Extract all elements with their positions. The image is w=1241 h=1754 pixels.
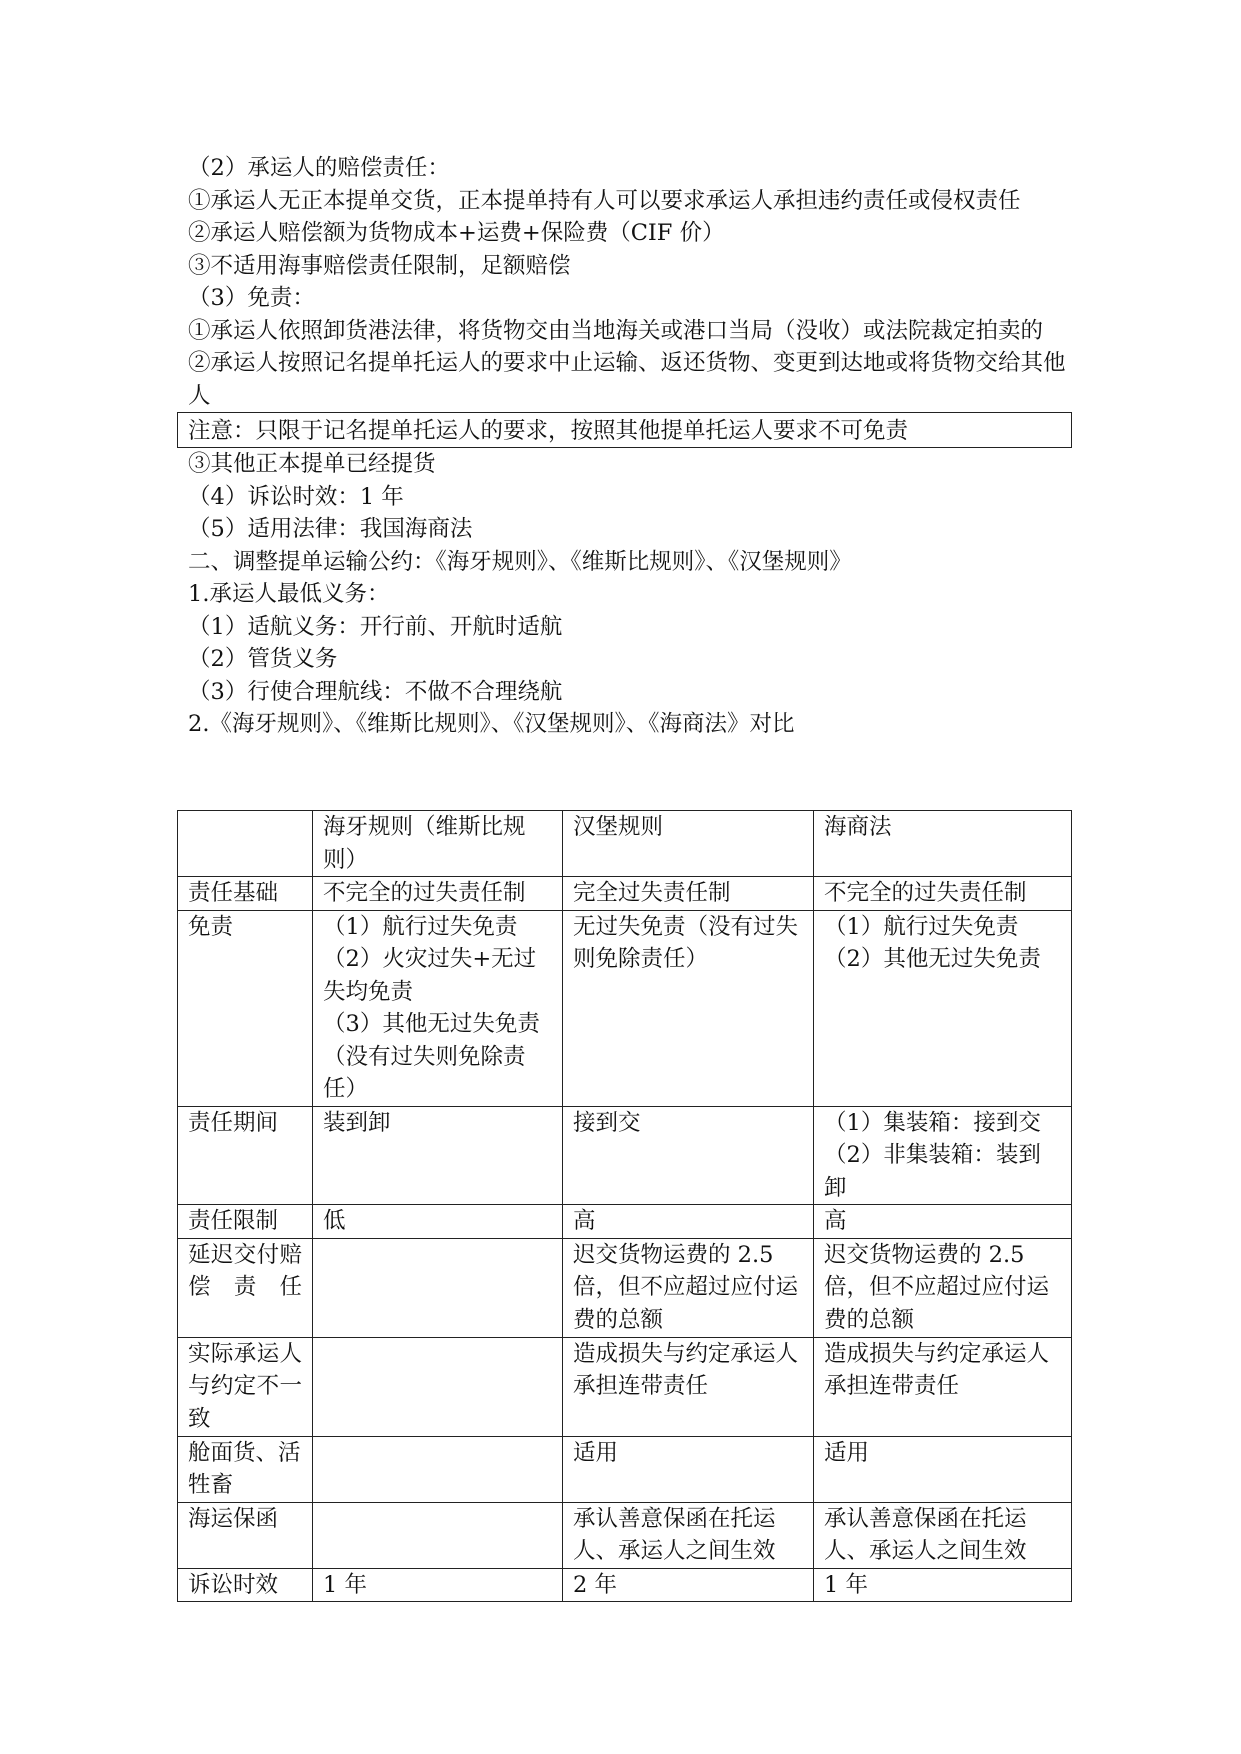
table-cell: 承认善意保函在托运人、承运人之间生效 — [563, 1502, 814, 1568]
table-row — [178, 1502, 1072, 1568]
row-label: 舱面货、活牲畜 — [178, 1436, 313, 1502]
table-cell — [313, 1502, 563, 1568]
table-cell: （1）航行过失免责 （2）火灾过失+无过失均免责 （3）其他无过失免责（没有过失则免除责任） — [313, 910, 563, 1106]
table-row — [178, 910, 1072, 1106]
paragraph: ③其他正本提单已经提货 — [188, 451, 436, 477]
table-cell: 装到卸 — [313, 1106, 563, 1205]
table-cell — [313, 1337, 563, 1436]
table-cell: 迟交货物运费的 2.5 倍，但不应超过应付运费的总额 — [563, 1238, 814, 1337]
paragraph: （2）管货义务 — [188, 646, 338, 672]
table-row — [178, 1337, 1072, 1436]
row-label: 实际承运人与约定不一致 — [178, 1337, 313, 1436]
table-cell: 1 年 — [814, 1568, 1072, 1602]
paragraph: （3）免责： — [188, 285, 315, 311]
row-label: 责任基础 — [178, 877, 313, 911]
table-cell: 适用 — [563, 1436, 814, 1502]
table-cell: 不完全的过失责任制 — [814, 877, 1072, 911]
paragraph: （4）诉讼时效：1 年 — [188, 483, 404, 510]
table-cell — [313, 1238, 563, 1337]
paragraph: ③不适用海事赔偿责任限制，足额赔偿 — [188, 252, 571, 279]
row-label: 免责 — [178, 910, 313, 1106]
table-cell: 造成损失与约定承运人承担连带责任 — [814, 1337, 1072, 1436]
table-row — [178, 1568, 1072, 1602]
table-cell: 不完全的过失责任制 — [313, 877, 563, 911]
table-header-cell — [178, 811, 313, 877]
row-label: 责任期间 — [178, 1106, 313, 1205]
table-header-cell: 海商法 — [814, 811, 1072, 877]
table-cell: 完全过失责任制 — [563, 877, 814, 911]
table-cell: 高 — [563, 1205, 814, 1239]
table-cell: 造成损失与约定承运人承担连带责任 — [563, 1337, 814, 1436]
table-cell: 承认善意保函在托运人、承运人之间生效 — [814, 1502, 1072, 1568]
paragraph: （2）承运人的赔偿责任： — [188, 155, 450, 181]
paragraph: （3）行使合理航线：不做不合理绕航 — [188, 678, 563, 705]
table-cell: （1）集装箱：接到交 （2）非集装箱：装到卸 — [814, 1106, 1072, 1205]
paragraph: （1）适航义务：开行前、开航时适航 — [188, 613, 563, 640]
notice-box: 注意：只限于记名提单托运人的要求，按照其他提单托运人要求不可免责 — [177, 412, 1072, 448]
table-cell — [313, 1436, 563, 1502]
table-row — [178, 877, 1072, 911]
paragraph: ①承运人依照卸货港法律，将货物交由当地海关或港口当局（没收）或法院裁定拍卖的 — [188, 317, 1044, 344]
paragraph: ①承运人无正本提单交货，正本提单持有人可以要求承运人承担违约责任或侵权责任 — [188, 187, 1021, 214]
paragraph: （5）适用法律：我国海商法 — [188, 516, 473, 542]
table-row — [178, 1238, 1072, 1337]
comparison-table — [177, 810, 1072, 1602]
paragraph: 2.《海牙规则》、《维斯比规则》、《汉堡规则》、《海商法》对比 — [188, 711, 795, 737]
table-row — [178, 1106, 1072, 1205]
document-body — [188, 152, 1068, 741]
table-cell: 适用 — [814, 1436, 1072, 1502]
table-header-cell: 汉堡规则 — [563, 811, 814, 877]
table-header-row — [178, 811, 1072, 877]
table-cell: 高 — [814, 1205, 1072, 1239]
table-cell: 2 年 — [563, 1568, 814, 1602]
table-cell: 迟交货物运费的 2.5 倍，但不应超过应付运费的总额 — [814, 1238, 1072, 1337]
row-label: 延迟交付赔偿责任 — [178, 1238, 313, 1337]
table-row — [178, 1205, 1072, 1239]
table-cell: 无过失免责（没有过失则免除责任） — [563, 910, 814, 1106]
row-label: 诉讼时效 — [178, 1568, 313, 1602]
table-cell: 1 年 — [313, 1568, 563, 1602]
table-cell: （1）航行过失免责 （2）其他无过失免责 — [814, 910, 1072, 1106]
row-label: 责任限制 — [178, 1205, 313, 1239]
section-heading: 二、调整提单运输公约：《海牙规则》、《维斯比规则》、《汉堡规则》 — [188, 548, 852, 575]
paragraph: ②承运人赔偿额为货物成本+运费+保险费（CIF 价） — [188, 220, 725, 246]
row-label: 海运保函 — [178, 1502, 313, 1568]
table-cell: 接到交 — [563, 1106, 814, 1205]
table-header-cell: 海牙规则（维斯比规则） — [313, 811, 563, 877]
paragraph: ②承运人按照记名提单托运人的要求中止运输、返还货物、变更到达地或将货物交给其他人 — [188, 350, 1066, 409]
paragraph: 1.承运人最低义务： — [188, 581, 390, 607]
table-row — [178, 1436, 1072, 1502]
table-cell: 低 — [313, 1205, 563, 1239]
